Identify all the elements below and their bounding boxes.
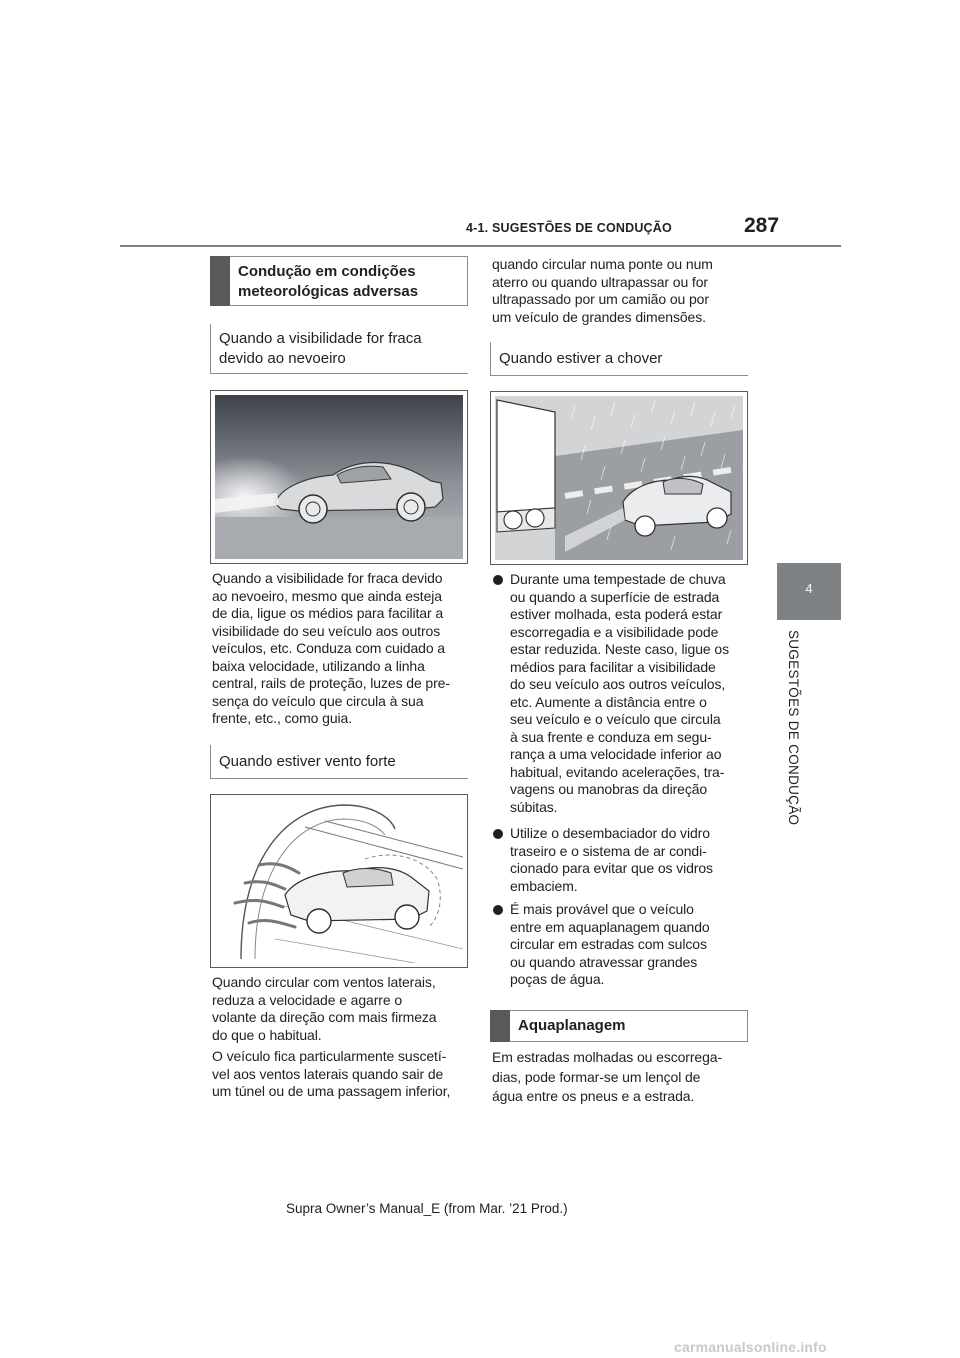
text-line: à sua frente e conduza em segu- xyxy=(510,728,712,745)
text-line: Quando circular com ventos laterais, xyxy=(212,974,436,990)
text-line: reduza a velocidade e agarre o xyxy=(212,991,403,1008)
text-line: cionado para evitar que os vidros xyxy=(510,860,713,876)
text-line: do seu veículo aos outros veículos, xyxy=(510,676,726,692)
heading-adverse-weather xyxy=(210,256,468,306)
text-line: Em estradas molhadas ou escorrega- xyxy=(492,1049,723,1065)
text-line: água entre os pneus e a estrada. xyxy=(492,1088,695,1104)
text-line: seu veículo e o veículo que circula xyxy=(510,711,721,727)
text-line: escorregadia e a visibilidade pode xyxy=(510,623,719,640)
text-line: poças de água. xyxy=(510,971,605,987)
continuation-paragraph xyxy=(492,256,754,326)
wind-car-drawing xyxy=(215,799,463,963)
bullet-dot-icon xyxy=(493,905,503,915)
heading-aquaplaning-text: Aquaplanagem xyxy=(518,1017,626,1034)
text-line: central, rails de proteção, luzes de pre- xyxy=(212,675,450,691)
text-line: traseiro e o sistema de ar condi- xyxy=(510,842,707,859)
text-line: Durante uma tempestade de chuva xyxy=(510,571,726,587)
text-line: dias, pode formar-se um lençol de xyxy=(492,1068,701,1085)
text-line: frente, etc., como guia. xyxy=(212,710,353,726)
chapter-number: 4 xyxy=(805,581,813,596)
subheading-wind xyxy=(210,745,468,779)
text-line: Utilize o desembaciador do vidro xyxy=(510,825,710,841)
bullet-aquaplaning xyxy=(510,901,756,989)
subheading-wind-text: Quando estiver vento forte xyxy=(219,753,396,770)
text-line: de dia, ligue os médios para facilitar a xyxy=(212,605,444,621)
bullet-dot-icon xyxy=(493,829,503,839)
rain-car-drawing xyxy=(495,396,743,560)
text-line: médios para facilitar a visibilidade xyxy=(510,658,716,675)
text-line: É mais provável que o veículo xyxy=(510,901,694,917)
text-line: vagens ou manobras da direção xyxy=(510,781,708,797)
text-line: visibilidade do seu veículo aos outros xyxy=(212,622,441,639)
text-line: volante da direção com mais firmeza xyxy=(212,1009,437,1025)
subheading-fog-line2: devido ao nevoeiro xyxy=(219,350,346,367)
text-line: um veículo de grandes dimensões. xyxy=(492,308,706,325)
text-line: circular em estradas com sulcos xyxy=(510,936,707,952)
text-line: quando circular numa ponte ou num xyxy=(492,256,713,272)
heading-aquaplaning xyxy=(490,1010,748,1042)
text-line: súbitas. xyxy=(510,798,558,815)
chapter-tab xyxy=(777,563,841,620)
fog-paragraph xyxy=(212,570,472,728)
text-line: veículos, etc. Conduza com cuidado a xyxy=(212,640,445,656)
heading-adverse-weather-line2: meteorológicas adversas xyxy=(238,283,419,300)
wind-paragraph-1 xyxy=(212,974,472,1044)
text-line: ou quando a superfície de estrada xyxy=(510,588,720,605)
bullet-defogger xyxy=(510,825,756,895)
text-line: sença do veículo que circula à sua xyxy=(212,692,424,709)
page-number: 287 xyxy=(744,214,780,237)
text-line: O veículo fica particularmente suscetí- xyxy=(212,1048,447,1064)
watermark: carmanualsonline.info xyxy=(674,1339,827,1355)
rain-illustration xyxy=(490,391,748,565)
text-line: etc. Aumente a distância entre o xyxy=(510,693,707,710)
wind-tunnel-illustration xyxy=(210,794,468,968)
text-line: Quando a visibilidade for fraca devido xyxy=(212,570,443,586)
text-line: habitual, evitando acelerações, tra- xyxy=(510,763,725,780)
text-line: vel aos ventos laterais quando sair de xyxy=(212,1065,444,1082)
heading-adverse-weather-line1: Condução em condições xyxy=(238,263,416,280)
header-divider xyxy=(120,245,841,247)
text-line: ao nevoeiro, mesmo que ainda esteja xyxy=(212,587,442,604)
section-title: 4-1. SUGESTÕES DE CONDUÇÃO xyxy=(466,221,672,235)
aquaplaning-paragraph xyxy=(492,1048,754,1107)
text-line: baixa velocidade, utilizando a linha xyxy=(212,657,425,674)
fog-car-drawing xyxy=(215,395,463,559)
text-line: rança a uma velocidade inferior ao xyxy=(510,746,722,762)
wind-paragraph-2 xyxy=(212,1048,472,1101)
text-line: embaciem. xyxy=(510,877,578,894)
text-line: aterro ou quando ultrapassar ou for xyxy=(492,273,708,290)
text-line: ultrapassado por um camião ou por xyxy=(492,291,709,307)
subheading-fog xyxy=(210,324,468,374)
footer-manual-title: Supra Owner’s Manual_E (from Mar. ’21 Prod.) xyxy=(286,1201,568,1216)
text-line: do que o habitual. xyxy=(212,1026,322,1043)
text-line: entre em aquaplanagem quando xyxy=(510,918,710,935)
fog-illustration xyxy=(210,390,468,564)
subheading-rain-text: Quando estiver a chover xyxy=(499,350,663,367)
chapter-title: SUGESTÕES DE CONDUÇÃO xyxy=(786,630,801,826)
bullet-dot-icon xyxy=(493,575,503,585)
bullet-rain-storm xyxy=(510,571,756,816)
subheading-rain xyxy=(490,342,748,376)
text-line: estar reduzida. Neste caso, ligue os xyxy=(510,641,729,657)
text-line: um túnel ou de uma passagem inferior, xyxy=(212,1083,451,1099)
subheading-fog-line1: Quando a visibilidade for fraca xyxy=(219,330,422,347)
text-line: ou quando atravessar grandes xyxy=(510,953,698,970)
text-line: estiver molhada, esta poderá estar xyxy=(510,606,723,622)
